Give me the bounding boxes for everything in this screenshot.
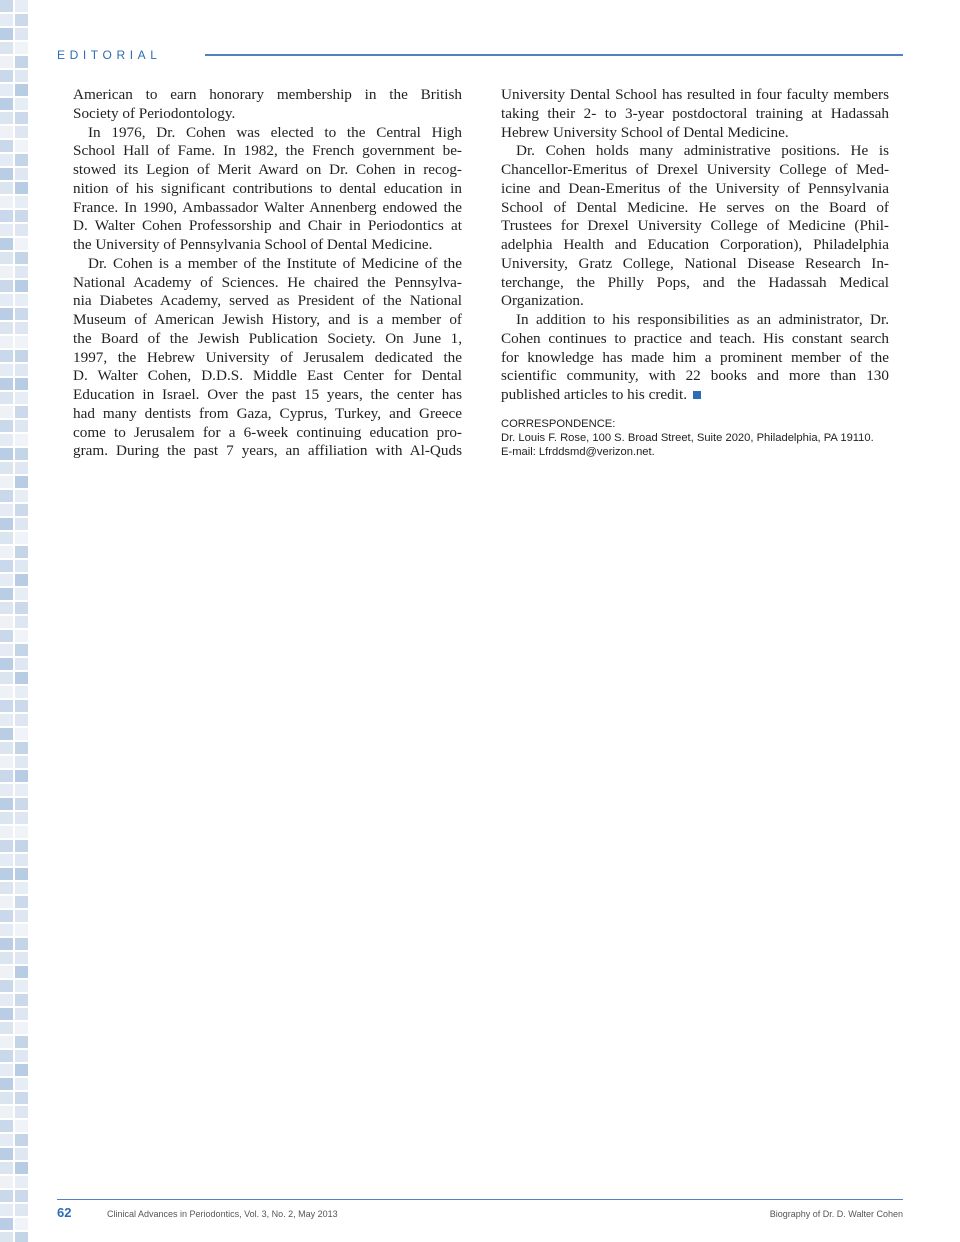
paragraph [501, 311, 889, 405]
text-line [501, 386, 889, 405]
right-column [501, 86, 889, 405]
text-line: stowed its Legion of Merit Award on Dr. Cohen in recog- [73, 161, 462, 178]
text-line: the University of Pennsylvania School of Dental Medicine. [73, 236, 433, 253]
correspondence-label: CORRESPONDENCE: [501, 418, 616, 430]
text-line: Cohen continues to practice and teach. His constant search [501, 329, 889, 347]
correspondence-address: Dr. Louis F. Rose, 100 S. Broad Street, Suite 2020, Philadelphia, PA 19110. [501, 432, 874, 444]
text-line: Museum of American Jewish History, and is a member of [73, 311, 462, 328]
text-line-content: published articles to his credit. [501, 386, 688, 403]
text-line: University Dental School has resulted in four faculty members [501, 86, 889, 103]
text-line: School Hall of Fame. In 1982, the French government be- [73, 142, 462, 160]
text-line: Chancellor-Emeritus of Drexel University College of Med- [501, 161, 889, 178]
text-line: Dr. Cohen is a member of the Institute of Medicine of the [88, 254, 462, 272]
text-line: Society of Periodontology. [73, 104, 236, 122]
paragraph [73, 255, 462, 461]
text-line: France. In 1990, Ambassador Walter Annenberg endowed the [73, 198, 462, 216]
text-line: Education in Israel. Over the past 15 years, the center has [73, 386, 462, 403]
text-line: icine and Dean-Emeritus of the University of Pennsylvania [501, 179, 889, 197]
text-line: American to earn honorary membership in the British [73, 86, 462, 103]
text-line: had many dentists from Gaza, Cyprus, Turkey, and Greece [73, 404, 462, 422]
text-line: Trustees for Drexel University College of Medicine (Phil- [501, 217, 889, 235]
text-line: D. Walter Cohen, D.D.S. Middle East Center for Dental [73, 367, 462, 385]
text-line: come to Jerusalem for a 6-week continuing education pro- [73, 423, 462, 441]
end-mark-icon [693, 391, 701, 399]
text-line: the Board of the Jewish Publication Society. On June 1, [73, 329, 462, 347]
correspondence-email: E-mail: Lfrddsmd@verizon.net. [501, 446, 655, 458]
text-line: adelphia Health and Education Corporation), Philadelphia [501, 236, 889, 253]
text-line: University, Gratz College, National Disease Research In- [501, 254, 889, 272]
text-line: D. Walter Cohen Professorship and Chair in Periodontics at [73, 217, 462, 235]
text-line: In 1976, Dr. Cohen was elected to the Central High [88, 123, 462, 141]
page-number: 62 [57, 1205, 72, 1220]
text-line: National Academy of Sciences. He chaired the Pennsylva- [73, 273, 462, 291]
text-line: In addition to his responsibilities as an administrator, Dr. [516, 311, 889, 328]
text-line: taking their 2- to 3-year postdoctoral training at Hadassah [501, 104, 889, 122]
text-line: nition of his significant contributions to dental education in [73, 179, 462, 197]
text-line: terchange, the Philly Pops, and the Hadassah Medical [501, 273, 889, 291]
running-title: Biography of Dr. D. Walter Cohen [769, 1209, 903, 1219]
text-line: nia Diabetes Academy, served as President of the National [73, 292, 462, 310]
text-line: Hebrew University School of Dental Medicine. [501, 123, 789, 141]
text-line: School of Dental Medicine. He serves on the Board of [501, 198, 889, 216]
text-line: Organization. [501, 292, 584, 310]
text-line: gram. During the past 7 years, an affiliation with Al-Quds [73, 442, 462, 460]
header-rule [205, 54, 903, 56]
text-line: Dr. Cohen holds many administrative positions. He is [516, 142, 889, 160]
paragraph [73, 124, 462, 255]
journal-citation: Clinical Advances in Periodontics, Vol. 3, No. 2, May 2013 [107, 1209, 338, 1219]
footer-rule [57, 1199, 903, 1200]
left-column [73, 86, 462, 461]
text-line: scientific community, with 22 books and more than 130 [501, 367, 889, 385]
paragraph [501, 86, 889, 142]
paragraph [73, 86, 462, 124]
text-line: 1997, the Hebrew University of Jerusalem dedicated the [73, 348, 462, 366]
paragraph [501, 142, 889, 311]
text-line: for knowledge has made him a prominent member of the [501, 348, 889, 366]
section-label: EDITORIAL [57, 48, 162, 62]
correspondence-block [501, 417, 896, 459]
decorative-mosaic-border [0, 0, 28, 1242]
